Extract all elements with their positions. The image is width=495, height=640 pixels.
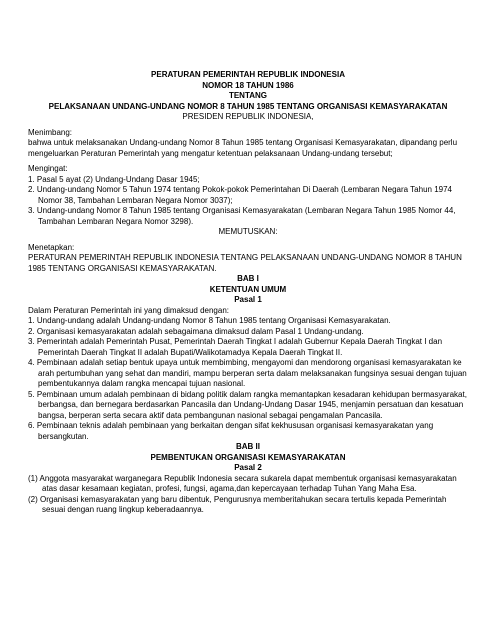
- definition-item: 2. Organisasi kemasyarakatan adalah sebagaimana dimaksud dalam Pasal 1 Undang-undang.: [28, 326, 364, 336]
- pasal2-item: (2) Organisasi kemasyarakatan yang baru dibentuk, Pengurusnya memberitahukan secara tertulis kepada Pemerintah sesuai dengan ruang lingkup keberadaannya.: [28, 494, 447, 514]
- bab1-heading: BAB I: [237, 274, 259, 283]
- definition-item: 5. Pembinaan umum adalah pembinaan di bidang politik dalam rangka memantapkan kesadaran kehidupan bermasyarakat, berbangsa, dan bernegara berdasarkan Pancasila dan Undang-Undang Dasar 1945, menjamin persatuan dan kesatuan bangsa, berperan serta secara aktif data pembangunan nasional sebagai pengamalan Pancasila.: [28, 389, 467, 420]
- mengingat-label: Mengingat:: [28, 164, 68, 173]
- menetapkan-text: PERATURAN PEMERINTAH REPUBLIK INDONESIA TENTANG PELAKSANAAN UNDANG-UNDANG NOMOR 8 TAHUN 1985 TENTANG ORGANISASI KEMASYARAKATAN.: [28, 253, 462, 273]
- mengingat-item: 3. Undang-undang Nomor 8 Tahun 1985 tentang Organisasi Kemasyarakatan (Lembaran Negara Tahun 1985 Nomor 44, Tambahan Lembaran Negara Nomor 3298).: [28, 206, 456, 226]
- definition-item: 6. Pembinaan teknis adalah pembinaan yang berkaitan dengan sifat kekhususan organisasi kemasyarakatan yang bersangkutan.: [28, 421, 434, 441]
- bab1-title: KETENTUAN UMUM: [209, 284, 287, 294]
- definition-item: 1. Undang-undang adalah Undang-undang Nomor 8 Tahun 1985 tentang Organisasi Kemasyarakatan.: [28, 316, 391, 325]
- regulation-tentang: TENTANG: [228, 91, 268, 100]
- pasal2-heading: Pasal 2: [234, 463, 262, 472]
- pasal1-heading: Pasal 1: [234, 295, 262, 304]
- regulation-subject: PELAKSANAAN UNDANG-UNDANG NOMOR 8 TAHUN 1985 TENTANG ORGANISASI KEMASYARAKATAN: [48, 101, 448, 111]
- menetapkan-label: Menetapkan:: [28, 242, 75, 252]
- regulation-number: NOMOR 18 TAHUN 1986: [202, 80, 294, 90]
- pasal1-intro: Dalam Peraturan Pemerintah ini yang dimaksud dengan:: [28, 305, 230, 315]
- menimbang-label: Menimbang:: [28, 127, 73, 137]
- menimbang-text: bahwa untuk melaksanakan Undang-undang Nomor 8 Tahun 1985 tentang Organisasi Kemasyarakatan, dipandang perlu mengeluarkan Peraturan Pemerintah yang mengatur ketentuan pelaksanaan Undang-undang tersebut;: [28, 138, 458, 158]
- document-page: [28, 70, 468, 516]
- definition-item: 4. Pembinaan adalah setiap bentuk upaya untuk membimbing, mengayomi dan mendorong organisasi kemasyarakatan ke arah pertumbuhan yang sehat dan mandiri, mampu berperan serta dalam melaksanakan fungsinya sesuai dengan tujuan pembentukannya dalam rangka mencapai tujuan nasional.: [28, 358, 467, 388]
- bab2-title: PEMBENTUKAN ORGANISASI KEMASYARAKATAN: [150, 452, 346, 462]
- pasal2-item: (1) Anggota masyarakat warganegara Republik Indonesia secara sukarela dapat membentuk organisasi kemasyarakatan atas dasar kesamaan kegiatan, profesi, fungsi, agama,dan kepercayaan terhadap Tuhan Yang Maha Esa.: [28, 473, 457, 493]
- bab2-heading: BAB II: [236, 442, 260, 451]
- regulation-title: PERATURAN PEMERINTAH REPUBLIK INDONESIA: [151, 70, 345, 79]
- mengingat-item: 2. Undang-undang Nomor 5 Tahun 1974 tentang Pokok-pokok Pemerintahan Di Daerah (Lembaran Negara Tahun 1974 Nomor 38, Tambahan Lembaran Negara Nomor 3037);: [28, 185, 452, 205]
- definition-item: 3. Pemerintah adalah Pemerintah Pusat, Pemerintah Daerah Tingkat I adalah Gubernur Kepala Daerah Tingkat I dan Pemerintah Daerah Tingkat II adalah Bupati/Walikotamadya Kepala Daerah Tingkat II.: [28, 337, 443, 357]
- memutuskan-heading: MEMUTUSKAN:: [218, 227, 278, 236]
- mengingat-item: 1. Pasal 5 ayat (2) Undang-Undang Dasar 1945;: [28, 174, 200, 184]
- president-line: PRESIDEN REPUBLIK INDONESIA,: [182, 112, 314, 121]
